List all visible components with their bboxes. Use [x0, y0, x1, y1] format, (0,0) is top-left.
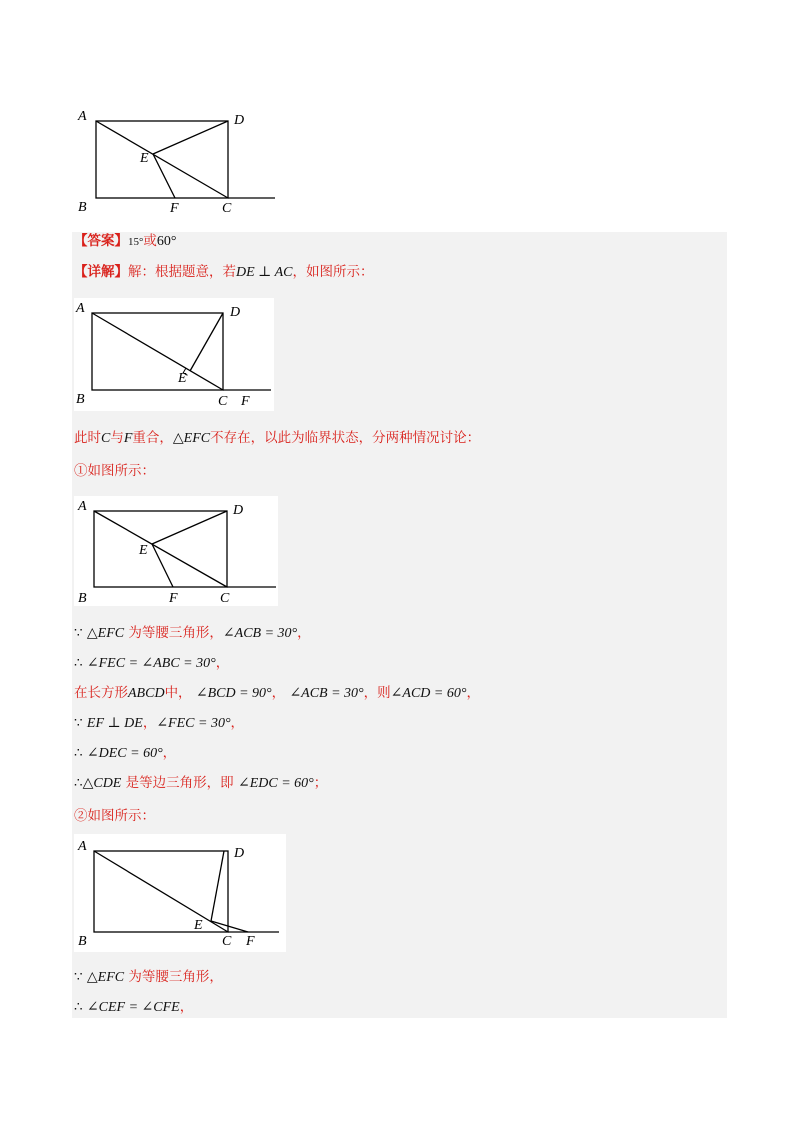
answer-tag: 【答案】 — [74, 233, 128, 249]
step2-math: ∠FEC = ∠ABC = 30° — [86, 656, 216, 671]
answer-line — [74, 231, 177, 252]
step4-sep: ， — [142, 715, 157, 731]
step3-t1: 在长方形 — [74, 685, 128, 701]
step-4 — [74, 713, 244, 734]
diagonal-ac — [94, 511, 227, 587]
step3-m1: ∠BCD = 90° — [195, 686, 272, 701]
step-8 — [74, 997, 193, 1018]
label-b: B — [78, 934, 87, 949]
figure-1 — [74, 104, 284, 216]
step2-end: ， — [215, 655, 230, 671]
label-f: F — [170, 201, 179, 216]
detail-text2: ，如图所示： — [292, 264, 374, 280]
critical-f: F — [123, 431, 133, 446]
segment-ed — [153, 121, 228, 154]
critical-t4: 不存在，以此为临界状态，分两种情况讨论： — [210, 430, 481, 446]
label-b: B — [78, 200, 87, 215]
step-5 — [74, 743, 176, 764]
label-b: B — [76, 392, 85, 407]
therefore-symbol: ∴ — [74, 999, 83, 1015]
diagonal-ac — [94, 851, 228, 932]
case1-label: ①如图所示： — [74, 463, 155, 479]
segment-ed — [152, 511, 227, 544]
label-a: A — [76, 301, 85, 316]
label-d: D — [230, 305, 241, 320]
label-f: F — [169, 591, 178, 606]
segment-ed — [211, 851, 224, 921]
step4-math2: ∠FEC = 30° — [156, 716, 231, 731]
step4-end: ， — [230, 715, 245, 731]
step3-sep2: ，则 — [363, 685, 391, 701]
step1-math: ∠ACB = 30° — [222, 626, 298, 641]
step-6 — [74, 773, 327, 794]
step-1 — [74, 623, 311, 644]
step8-math: ∠CEF = ∠CFE — [86, 1000, 180, 1015]
critical-t1: 此时 — [74, 430, 101, 446]
label-d: D — [234, 113, 245, 128]
detail-line — [74, 262, 373, 283]
step6-math: ∠EDC = 60° — [237, 776, 314, 791]
therefore-symbol: ∴ — [74, 745, 83, 761]
critical-t3: 重合， — [132, 430, 173, 446]
step3-m2: ∠ACB = 30° — [289, 686, 364, 701]
detail-text1: 解：根据题意，若 — [128, 264, 236, 280]
figure-2 — [74, 298, 274, 411]
figure-4 — [74, 834, 286, 952]
step6-t1: 是等边三角形，即 — [125, 775, 234, 791]
answer-15: 15° — [128, 236, 144, 248]
answer-60: 60° — [156, 234, 177, 249]
label-d: D — [234, 846, 245, 861]
step5-math: ∠DEC = 60° — [86, 746, 163, 761]
because-symbol: ∵ — [74, 625, 83, 641]
segment-ef — [211, 921, 248, 932]
because-symbol: ∵ — [74, 715, 83, 731]
label-f: F — [246, 934, 255, 949]
answer-or: 或 — [143, 233, 157, 249]
diagonal-ac — [92, 313, 223, 390]
diagonal-ac — [96, 121, 228, 198]
label-c: C — [218, 394, 228, 409]
case2-label: ②如图所示： — [74, 808, 155, 824]
label-c: C — [222, 934, 232, 949]
label-a: A — [78, 839, 87, 854]
label-e: E — [139, 543, 148, 558]
step1-end: ， — [297, 625, 311, 641]
therefore-symbol: ∴ — [74, 655, 83, 671]
because-symbol: ∵ — [74, 969, 83, 985]
step3-m3: ∠ACD = 60° — [390, 686, 467, 701]
label-e: E — [140, 151, 149, 166]
label-d: D — [233, 503, 244, 518]
step3-rect: ABCD — [128, 686, 165, 701]
figure-3 — [74, 496, 278, 606]
step3-t2: 中， — [164, 685, 192, 701]
label-c: C — [222, 201, 232, 216]
critical-t2: 与 — [110, 430, 124, 446]
critical-line — [74, 428, 480, 449]
step6-end: ； — [313, 775, 328, 791]
step6-tri: △CDE — [82, 776, 122, 791]
step1-t1: 为等腰三角形， — [128, 625, 223, 641]
step7-tri: △EFC — [86, 970, 125, 985]
label-c: C — [220, 591, 230, 606]
detail-tag: 【详解】 — [74, 264, 128, 280]
step-3 — [74, 683, 480, 704]
segment-ed — [190, 313, 223, 371]
step5-end: ， — [162, 745, 177, 761]
label-e: E — [194, 918, 203, 933]
step-7 — [74, 967, 223, 988]
step4-math: EF ⊥ DE — [86, 716, 143, 731]
therefore-symbol: ∴ — [74, 775, 83, 791]
step3-sep1: ， — [271, 685, 286, 701]
detail-math: DE ⊥ AC — [236, 265, 293, 280]
label-e: E — [178, 371, 187, 386]
critical-tri: △EFC — [172, 431, 211, 446]
step8-end: ， — [179, 999, 194, 1015]
label-a: A — [78, 109, 87, 124]
label-a: A — [78, 499, 87, 514]
step-2 — [74, 653, 229, 674]
step3-end: ， — [466, 685, 480, 701]
critical-c: C — [101, 431, 111, 446]
step7-t1: 为等腰三角形， — [128, 969, 223, 985]
label-b: B — [78, 591, 87, 606]
label-f: F — [241, 394, 250, 409]
step1-tri: △EFC — [86, 626, 125, 641]
